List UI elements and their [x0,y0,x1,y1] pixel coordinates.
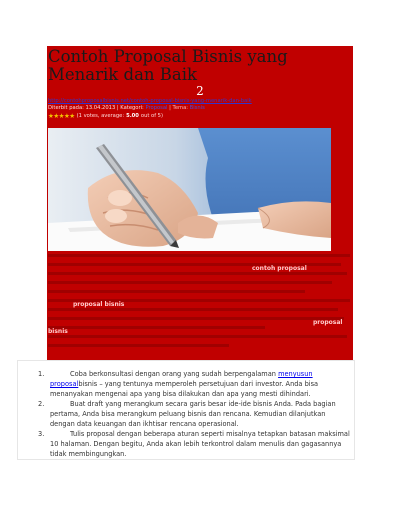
inline-link-bisnis[interactable]: bisnis [48,328,68,335]
category-link[interactable]: Proposal [145,105,168,111]
inline-link-proposal-bisnis[interactable]: proposal bisnis [73,301,125,308]
posted-label: Diterbit pada: 13.04.2013 | Kategori: [48,105,144,111]
source-url-link[interactable]: http://contohproposalbisnis.net/contoh-proposal-bisnis-yang-menarik-dan-baik [48,98,252,104]
menyusun-proposal-link[interactable]: menyusun proposal [50,370,313,388]
list-item-number: 1. [38,370,45,378]
rating-average: 5.00 [126,113,139,119]
post-meta [48,105,348,111]
tags-label: | Tema: [169,105,189,111]
inline-link-proposal[interactable]: proposal [313,319,343,326]
list-item-text: Coba berkonsultasi dengan orang yang sudah berpengalaman menyusun proposalbisnis – yang tentunya memperoleh persetujuan dari investor. Anda bisa menanyakan mengenai apa yang bisa dilakukan dan apa yang mesti dihindari. [50,370,319,398]
rating-votes: (1 votes, average: [76,113,125,119]
list-item-text: Buat draft yang merangkum secara garis besar ide-ide bisnis Anda. Pada bagian pertama, Anda bisa merangkum peluang bisnis dan rencana. Kemudian dilanjutkan dengan data keuangan dan ikhtisar rencana operasional. [50,400,336,428]
rating-out-of: out of 5) [140,113,164,119]
star-rating-icon[interactable]: ★★★★★ [48,112,75,120]
tips-list [17,360,355,460]
tag-link[interactable]: Bisnis [189,105,205,111]
list-item-number: 3. [38,430,45,438]
list-item-number: 2. [38,400,45,408]
page-number: 2 [196,84,204,98]
page-title: Contoh Proposal Bisnis yang Menarik dan Baik [48,47,288,84]
document-page [47,46,353,360]
hand-writing-pen-photo [48,128,331,251]
photo-illustration [48,128,331,251]
rating [48,112,163,120]
list-item-text: Tulis proposal dengan beberapa aturan seperti misalnya tetapkan batasan maksimal 10 halaman. Dengan begitu, Anda akan lebih terkontrol dalam menulis dan gagasannya tidak membingungkan. [50,430,350,458]
inline-link-contoh-proposal[interactable]: contoh proposal [252,265,307,272]
